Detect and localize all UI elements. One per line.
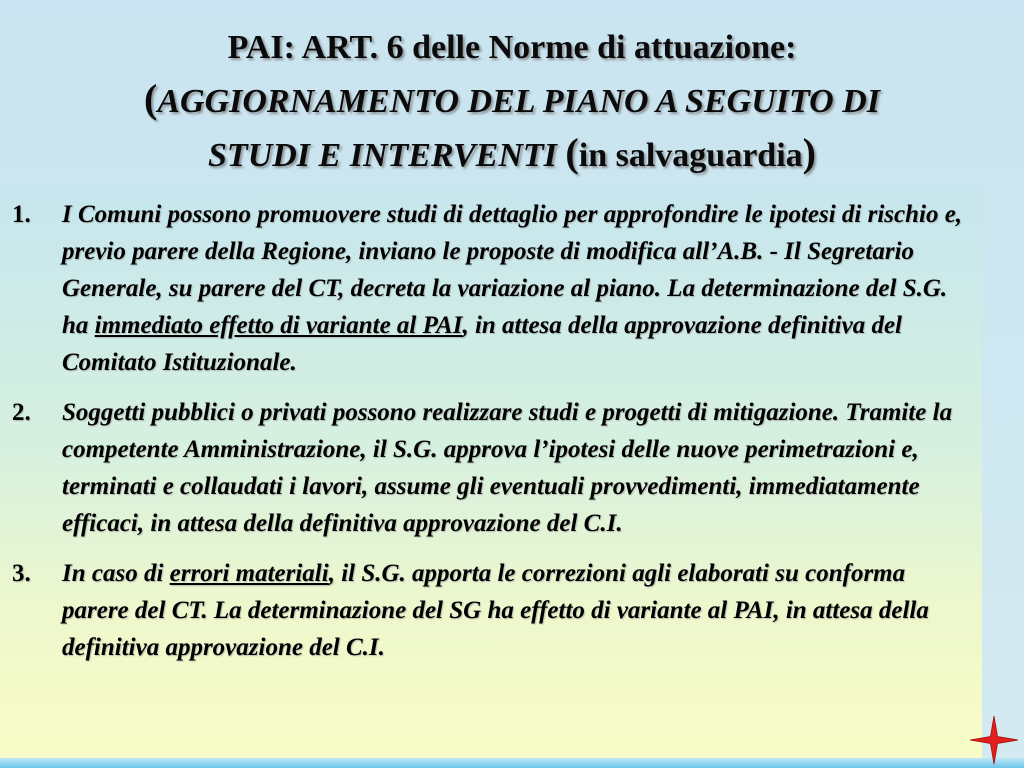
item-text-a: In caso di (62, 560, 170, 587)
title-italic-b: STUDI E INTERVENTI (208, 137, 557, 174)
title-open-paren: ( (144, 76, 158, 121)
title-paren-close: ) (802, 130, 816, 175)
item-text-a: Soggetti pubblici o privati possono realizzare studi e progetti di mitigazione. Tramite la competente Amministrazione, il S.G. approva l’ipotesi delle nuove perimetrazioni e, terminati e collaudati i lavori, assume gli eventuali provvedimenti, immediatamente efficaci, in attesa della definitiva approvazione del C.I. (62, 399, 953, 537)
list-item (12, 196, 974, 381)
item-number: 1. (12, 201, 31, 228)
title-italic-a: AGGIORNAMENTO DEL PIANO A SEGUITO DI (157, 83, 880, 120)
item-text-a: I Comuni possono promuovere studi di dettaglio per approfondire le ipotesi di rischio e, previo parere della Regione, inviano le proposte di modifica all’A.B. - Il Segretario Generale, su parere del CT, decreta la variazione al piano. La determinazione del S.G. ha (62, 201, 963, 339)
bottom-strip (0, 758, 1024, 768)
item-underlined-text: errori materiali (169, 560, 329, 587)
title-line1-text: PAI: ART. 6 delle Norme di attuazione: (227, 29, 797, 66)
item-text-b: , in attesa della approvazione definitiva del Comitato Istituzionale. (62, 312, 903, 376)
star-shape (970, 716, 1018, 764)
title-sub: in salvaguardia (578, 137, 803, 174)
article-list (12, 196, 974, 679)
four-point-star-icon[interactable] (968, 714, 1020, 766)
item-number: 3. (12, 560, 31, 587)
item-number: 2. (12, 399, 31, 426)
item-text-b: , il S.G. apporta le correzioni agli elaborati su conforma parere del CT. La determinazione del SG ha effetto di variante al PAI, in attesa della definitiva approvazione del C.I. (62, 560, 929, 661)
title-paren-open2: ( (565, 130, 579, 175)
item-underlined-text: immediato effetto di variante al PAI (94, 312, 463, 339)
list-item (12, 555, 974, 666)
list-item (12, 394, 974, 542)
title-line-2 (0, 73, 1024, 127)
title-line-1 (0, 22, 1024, 73)
title-line-3 (0, 127, 1024, 181)
slide-title (0, 22, 1024, 181)
